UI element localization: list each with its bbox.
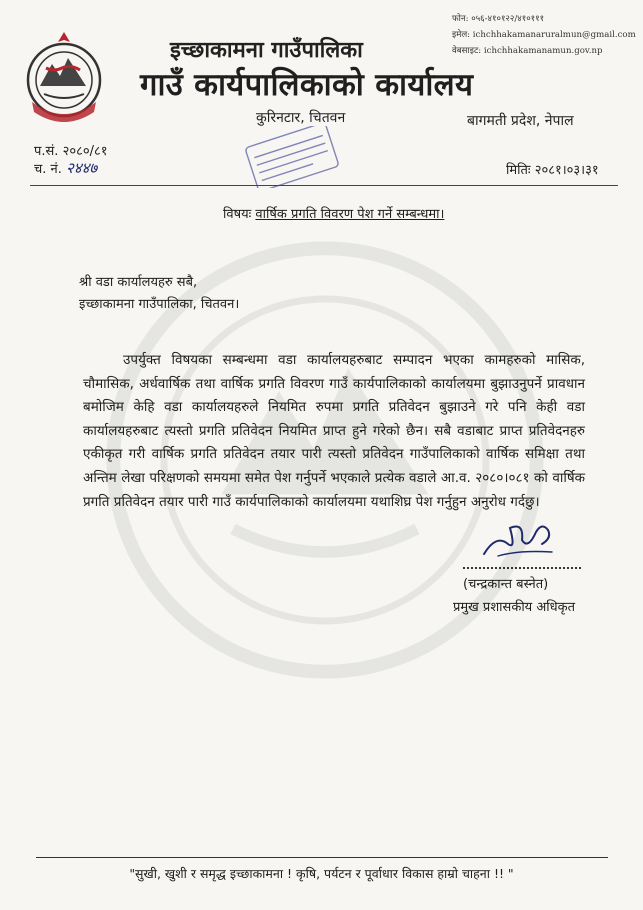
addressee-block (79, 272, 239, 316)
signer-title: प्रमुख प्रशासकीय अधिकृत (453, 600, 576, 615)
footer-divider (36, 857, 608, 858)
addressee-line-2: इच्छाकामना गाउँपालिका, चितवन। (79, 297, 240, 312)
subject-line (223, 204, 444, 222)
website-text: वेबसाइट: ichchhakamanamun.gov.np (452, 46, 603, 56)
contact-block (452, 11, 636, 59)
reference-block (34, 143, 108, 178)
nepal-emblem-icon (24, 28, 104, 124)
date-label: मितिः (506, 163, 531, 178)
fiscal-year-label: प.सं. (34, 144, 59, 159)
dispatch-number: २४४७ (66, 159, 98, 177)
municipality-name: इच्छाकामना गाउँपालिका (170, 38, 363, 63)
date-value: २०८१।०३।३१ (534, 163, 599, 178)
dispatch-row (34, 160, 108, 178)
office-address: कुरिनटार, चितवन (256, 110, 346, 126)
fiscal-year-value: २०८०/८१ (62, 144, 108, 159)
footer-slogan: "सुखी, खुशी र समृद्ध इच्छाकामना ! कृषि, पर्यटन र पूर्वाधार विकास हाम्रो चाहना !! " (129, 866, 514, 881)
signature-line (463, 567, 581, 569)
header-divider (30, 185, 618, 186)
office-stamp-icon (240, 126, 344, 188)
addressee-line-1: श्री वडा कार्यालयहरु सबै, (79, 275, 198, 290)
dispatch-label: च. नं. (34, 162, 62, 177)
letter-date (506, 160, 599, 178)
fiscal-year-row (34, 143, 108, 160)
phone-text: फोन: ०५६-४१०१२२/४१०१११ (452, 14, 545, 24)
email-text: इमेल: ichchhakamanaruralmun@gmail.com (452, 30, 636, 40)
handwritten-signature-icon (478, 514, 558, 562)
province-name: बागमती प्रदेश, नेपाल (467, 113, 574, 129)
signer-name: (चन्द्रकान्त बस्नेत) (463, 577, 549, 592)
subject-text: वार्षिक प्रगति विवरण पेश गर्ने सम्बन्धमा। (255, 207, 445, 222)
letter-body: उपर्युक्त विषयका सम्बन्धमा वडा कार्यालयहरुबाट सम्पादन भएका कामहरुको मासिक, चौमासिक, अर्धवार्षिक तथा वार्षिक प्रगति विवरण गाउँ कार्यपालिकाको कार्यालयमा बुझाउनुपर्ने प्रावधान बमोजिम केहि वडा कार्यालयहरुले नियमित रुपमा प्रगति प्रतिवेदन बुझाउने गरे पनि केही वडा कार्यालयहरुबाट त्यस्तो प्रगति प्रतिवेदन नियमित प्राप्त हुने गरेको छैन। सबै वडाबाट प्राप्त प्रतिवेदनहरु एकीकृत गरी वार्षिक प्रगति प्रतिवेदन तयार पारी त्यस्तो प्रतिवेदन गाउँपालिकाको वार्षिक समिक्षा तथा अन्तिम लेखा परिक्षणको समयमा समेत पेश गर्नुपर्ने भएकाले प्रत्येक वडाले आ.व. २०८०।०८१ को वार्षिक प्रगति प्रतिवेदन तयार पारी गाउँ कार्यपालिकाको कार्यालयमा यथाशिघ्र पेश गर्नुहुन अनुरोध गर्दछु। (83, 352, 585, 510)
office-name: गाउँ कार्यपालिकाको कार्यालय (140, 67, 474, 103)
subject-label: विषयः (223, 207, 252, 222)
